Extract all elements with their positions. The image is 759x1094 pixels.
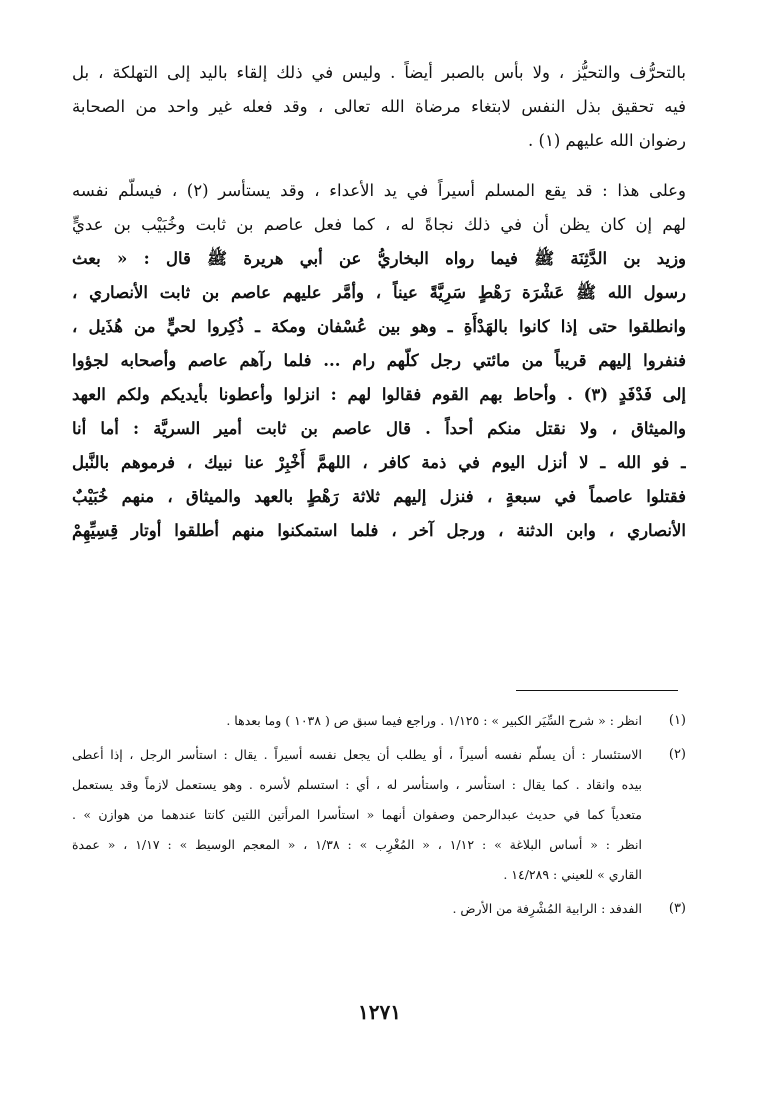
page-number: ١٢٧١ — [358, 1000, 401, 1024]
footnote-line: انظر : « أساس البلاغة » : ١/١٢ ، « المُغْرِب » : ١/٣٨ ، « المعجم الوسيط » : ١/١٧ ، « عمدة — [72, 837, 642, 852]
text-line: رضوان الله عليهم (١) . — [528, 131, 686, 150]
paragraph-gap — [72, 158, 686, 174]
paragraph-2 — [72, 174, 686, 548]
footnote-body — [72, 894, 642, 924]
footnote-3 — [72, 894, 686, 924]
footnote-separator — [516, 690, 678, 691]
text-line: فقتلوا عاصماً في سبعةٍ ، فنزل إليهم ثلاثة رَهْطٍ بالعهد والميثاق ، منهم خُبَيْبٌ — [72, 487, 686, 506]
main-text — [72, 56, 686, 548]
footnotes — [72, 706, 686, 928]
footnote-line: بيده وانقاد . كما يقال : استأسر ، واستأسر له ، أي : استسلم لأسره . وهو يستعمل لازماً وقد يستعمل — [72, 777, 642, 792]
footnote-body — [72, 706, 642, 736]
footnote-number: (١) — [668, 713, 686, 728]
footnote-2 — [72, 740, 686, 890]
footnote-line: الفدفد : الرابية المُشْرِفة من الأرض . — [452, 901, 642, 916]
text-line: فنفروا إليهم قريباً من مائتي رجل كلّهم رام ... فلما رآهم عاصم وأصحابه لجؤوا — [72, 351, 686, 370]
text-line: إلى فَدْفَدٍ (٣) . وأحاط بهم القوم فقالوا لهم : انزلوا وأعطونا بأيديكم ولكم العهد — [72, 385, 686, 404]
footnote-body — [72, 740, 642, 890]
footnote-line: القاري » للعيني : ١٤/٢٨٩ . — [503, 867, 642, 882]
text-line: ـ فو الله ـ لا أنزل اليوم في ذمة كافر ، اللهمَّ أَخْبِرْ عنا نبيك ، فرموهم بالنَّبل — [72, 453, 686, 472]
text-line: وانطلقوا حتى إذا كانوا بالهَدْأَةِ ـ وهو بين عُسْفان ومكة ـ ذُكِروا لحيٍّ من هُذَيل ، — [72, 317, 686, 336]
footnote-number: (٣) — [668, 901, 686, 916]
text-line: بالتحرُّف والتحيُّز ، ولا بأس بالصبر أيضاً . وليس في ذلك إلقاء باليد إلى التهلكة ، بل — [72, 63, 686, 82]
text-line: لهم إن كان يظن أن في ذلك نجاةً له ، كما فعل عاصم بن ثابت وخُبَيْب بن عديٍّ — [72, 215, 686, 234]
footnote-1 — [72, 706, 686, 736]
footnote-line: متعدياً كما في حديث عبدالرحمن وصفوان أنهما « استأسرا المرأتين اللتين كانتا عندهما من هوازن » . — [72, 807, 642, 822]
footnote-number: (٢) — [668, 747, 686, 762]
text-line: وعلى هذا : قد يقع المسلم أسيراً في يد الأعداء ، وقد يستأسر (٢) ، فيسلّم نفسه — [72, 181, 686, 200]
text-line: الأنصاري ، وابن الدثنة ، ورجل آخر ، فلما استمكنوا منهم أطلقوا أوتار قِسِيِّهِمْ — [72, 521, 686, 540]
text-line: فيه تحقيق بذل النفس لابتغاء مرضاة الله تعالى ، وقد فعله غير واحد من الصحابة — [72, 97, 686, 116]
footnote-line: انظر : « شرح السِّيَر الكبير » : ١/١٢٥ . وراجع فيما سبق ص ( ١٠٣٨ ) وما بعدها . — [226, 713, 642, 728]
text-line: والميثاق ، ولا نقتل منكم أحداً . قال عاصم بن ثابت أمير السريَّة : أما أنا — [72, 419, 686, 438]
text-line: وزيد بن الدَّثِنَة ﷺ فيما رواه البخاريُّ عن أبي هريرة ﷺ قال : « بعث — [72, 249, 686, 268]
footnote-line: الاستئسار : أن يسلّم نفسه أسيراً ، أو يطلب أن يجعل نفسه أسيراً . يقال : استأسر الرجل ، إذا أعطى — [72, 747, 642, 762]
paragraph-1 — [72, 56, 686, 158]
text-line: رسول الله ﷺ عَشْرَة رَهْطٍ سَرِيَّةً عيناً ، وأمَّر عليهم عاصم بن ثابت الأنصاري ، — [72, 283, 686, 302]
